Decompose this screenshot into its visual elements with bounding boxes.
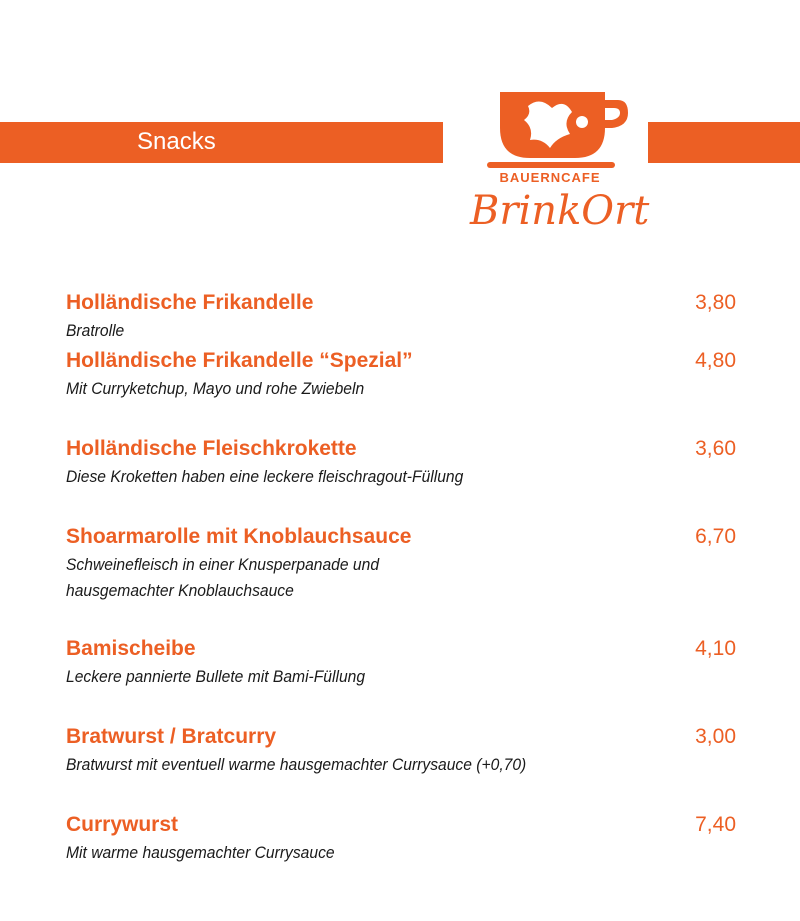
menu-item (66, 634, 736, 690)
item-name: Bratwurst / Bratcurry (66, 725, 277, 748)
menu-item (66, 288, 736, 344)
item-name: Holländische Frikandelle “Spezial” (66, 349, 413, 372)
header-bar-right (648, 122, 800, 163)
menu-item (66, 434, 736, 490)
item-name: Bamischeibe (66, 637, 196, 660)
brand-subtitle: BAUERNCAFE (499, 170, 601, 185)
menu-item (66, 722, 736, 778)
logo (470, 88, 650, 248)
item-price: 4,10 (695, 637, 736, 660)
item-name: Holländische Fleischkrokette (66, 437, 357, 460)
coffee-cup-icon (470, 88, 630, 170)
item-description: Bratwurst mit eventuell warme hausgemachter Currysauce (+0,70) (66, 755, 527, 774)
item-price: 6,70 (695, 525, 736, 548)
menu-list (66, 288, 736, 866)
item-name: Shoarmarolle mit Knoblauchsauce (66, 525, 412, 548)
item-description: Mit warme hausgemachter Currysauce (66, 843, 335, 862)
item-name: Currywurst (66, 813, 179, 836)
item-name: Holländische Frikandelle (66, 291, 314, 314)
item-description: Mit Curryketchup, Mayo und rohe Zwiebeln (66, 379, 365, 398)
header-bar-left (0, 122, 443, 163)
item-price: 3,60 (695, 437, 736, 460)
item-description: Schweinefleisch in einer Knusperpanade und hausgemachter Knoblauchsauce (66, 555, 380, 600)
brand-name: BrinkOrt (470, 188, 650, 234)
item-description: Leckere pannierte Bullete mit Bami-Füllung (66, 667, 366, 686)
item-price: 7,40 (695, 813, 736, 836)
item-price: 3,80 (695, 291, 736, 314)
section-title: Snacks (137, 128, 216, 155)
menu-item (66, 346, 736, 402)
item-price: 4,80 (695, 349, 736, 372)
item-price: 3,00 (695, 725, 736, 748)
menu-item (66, 810, 736, 866)
menu-item (66, 522, 736, 604)
item-description: Diese Kroketten haben eine leckere fleischragout-Füllung (66, 467, 464, 486)
item-description: Bratrolle (66, 321, 125, 340)
